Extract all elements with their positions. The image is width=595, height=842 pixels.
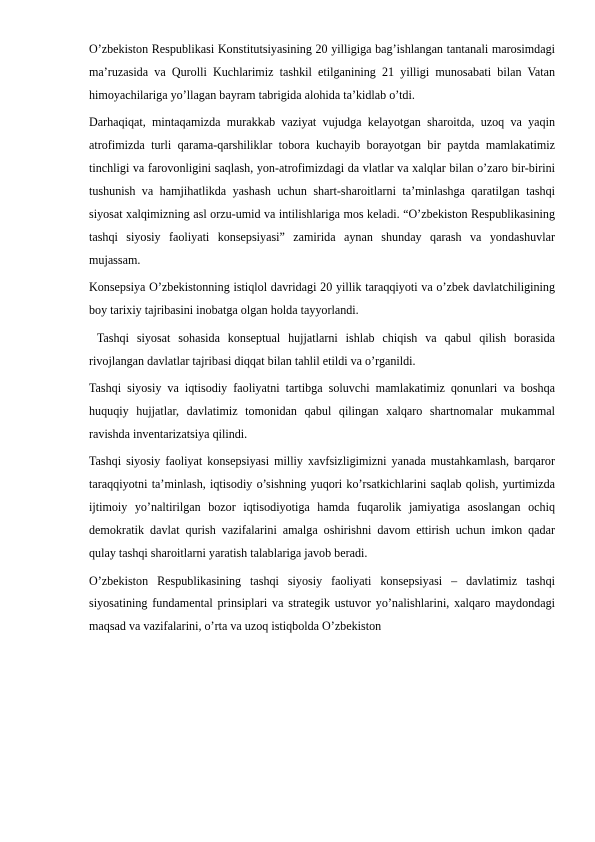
paragraph-5: Tashqi siyosiy va iqtisodiy faoliyatni tartibga soluvchi mamlakatimiz qonunlari va boshqa huquqiy hujjatlar, davlatimiz tomonidan qabul qilingan xalqaro shartnomalar mukammal ravishda inventarizatsiya qilindi. — [89, 381, 555, 441]
paragraph-3: Konsepsiya O’zbekistonning istiqlol davridagi 20 yillik taraqqiyoti va o’zbek davlatchiligining boy tarixiy tajribasini inobatga olgan holda tayyorlandi. — [89, 280, 555, 318]
paragraph-7: O’zbekiston Respublikasining tashqi siyosiy faoliyati konsepsiyasi – davlatimiz tashqi siyosatining fundamental prinsiplari va strategik ustuvor yo’nalishlarini, xalqaro maydondagi maqsad va vazifalarini, o’rta va uzoq istiqbolda O’zbekiston — [89, 573, 555, 634]
paragraph-4: Tashqi siyosat sohasida konseptual hujjatlarni ishlab chiqish va qabul qilish borasida rivojlangan davlatlar tajribasi diqqat bilan tahlil etildi va o’rganildi. — [89, 330, 559, 368]
paragraph-1: O’zbekiston Respublikasi Konstitutsiyasining 20 yilligiga bag’ishlangan tantanali marosimdagi ma’ruzasida va Qurolli Kuchlarimiz tashkil etilganining 21 yilligi munosabati bilan Vatan himoyachilariga yo’llagan bayram tabrigida alohida ta’kidlab o’tdi. — [89, 42, 555, 102]
document-page — [89, 38, 559, 643]
paragraph-2: Darhaqiqat, mintaqamizda murakkab vaziyat vujudga kelayotgan sharoitda, uzoq va yaqin atrofimizda turli qarama-qarshiliklar tobora kuchayib borayotgan bir paytda mamlakatimiz tinchligi va farovonligini saqlash, yon-atrofimizdagi da vlatlar va xalqlar bilan o’zaro bir-birini tushunish va hamjihatlikda yashash uchun shart-sharoitlarni ta’minlashga qaratilgan tashqi siyosat xalqimizning asl orzu-umid va intilishlariga mos keladi. “O’zbekiston Respublikasining tashqi siyosiy faoliyati konsepsiyasi” zamirida aynan shunday qarash va yondashuvlar mujassam. — [89, 115, 555, 267]
paragraph-6: Tashqi siyosiy faoliyat konsepsiyasi milliy xavfsizligimizni yanada mustahkamlash, barqaror taraqqiyotni ta’minlash, iqtisodiy o’sishning yuqori ko’rsatkichlarini saqlab qolish, yurtimizda ijtimoiy yo’naltirilgan bozor iqtisodiyotiga hamda fuqarolik jamiyatiga asoslangan ochiq demokratik davlat qurish vazifalarini amalga oshirishni davom ettirish uchun imkon qadar qulay tashqi sharoitlarni yaratish talablariga javob beradi. — [89, 454, 555, 560]
